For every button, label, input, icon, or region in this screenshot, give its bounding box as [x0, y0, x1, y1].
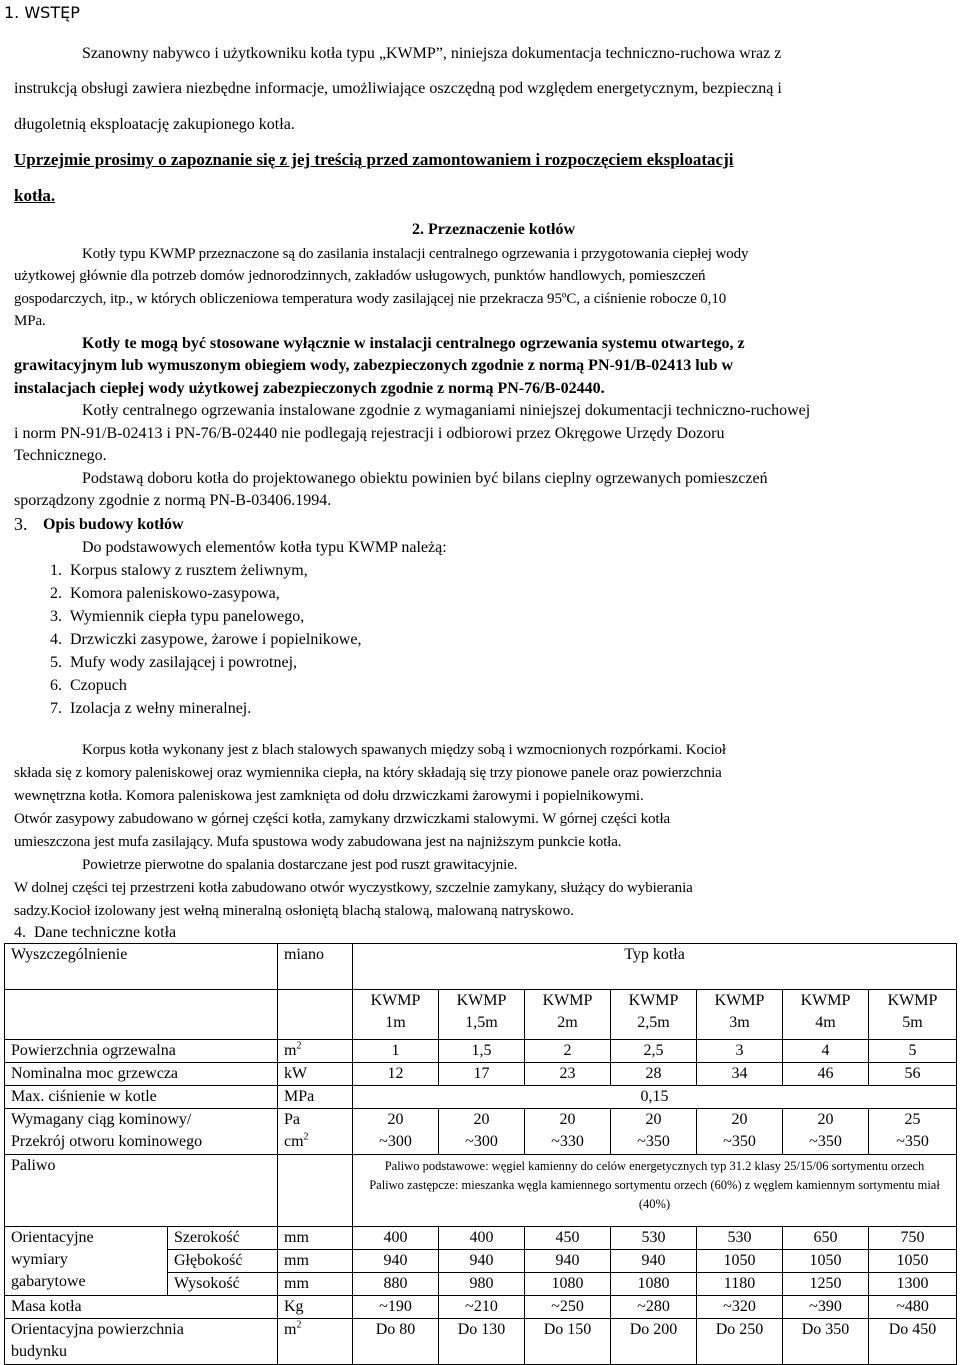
- component-item: 5. Mufy wody zasilającej i powrotnej,: [50, 654, 298, 671]
- component-item: 4. Drzwiczki zasypowe, żarowe i popielnikowe,: [50, 631, 362, 648]
- section-3-title: Opis budowy kotłów: [43, 516, 184, 533]
- construction-line: Otwór zasypowy zabudowano w górnej części kotła, zamykany drzwiczkami stalowymi. W górnej części kotła: [14, 811, 671, 827]
- construction-line: wewnętrzna kotła. Komora paleniskowa jest zamknięta od dołu drzwiczkami żarowymi i popielnikowymi.: [14, 788, 644, 804]
- model-cell: KWMP 1,5m: [439, 990, 525, 1040]
- table-row-draft: Wymagany ciąg kominowy/ Przekrój otworu kominowego Pa $cm^2$ 20 ~300 20 ~300 20 ~330 20 ~350 20 ~350 20 ~350 25 ~350: [5, 1109, 957, 1155]
- table-row-building: Orientacyjna powierzchnia budynku $m^2$ Do 80 Do 130 Do 150 Do 200 Do 250 Do 350 Do 450: [5, 1319, 957, 1365]
- model-cell: KWMP 5m: [869, 990, 957, 1040]
- construction-line: składa się z komory paleniskowej oraz wymiennika ciepła, na który składają się trzy pionowe panele oraz powierzchnia: [14, 765, 722, 781]
- section-2-heading: 2. Przeznaczenie kotłów: [412, 221, 576, 238]
- purpose-line: gospodarczych, itp., w których obliczeniowa temperatura wody zasilającej nie przekracza 95ºC, a ciśnienie robocze 0,10: [14, 291, 727, 307]
- table-row-power: Nominalna moc grzewcza kW 12 17 23 28 34 46 56: [5, 1063, 957, 1086]
- technical-data-table: [4, 943, 957, 1365]
- selection-line: sporządzony zgodnie z normą PN-B-03406.1994.: [14, 492, 332, 509]
- registration-line: Kotły centralnego ogrzewania instalowane zgodnie z wymaganiami niniejszej dokumentacji techniczno-ruchowej: [82, 402, 811, 419]
- table-row-area: Powierzchnia ogrzewalna $m^2$ 1 1,5 2 2,5 3 4 5: [5, 1040, 957, 1063]
- usage-line: Kotły te mogą być stosowane wyłącznie w instalacji centralnego ogrzewania systemu otwartego, z: [82, 335, 745, 352]
- component-item: 2. Komora paleniskowo-zasypowa,: [50, 585, 280, 602]
- dimensions-label: Orientacyjne wymiary gabarytowe: [5, 1227, 168, 1296]
- construction-line: umieszczona jest mufa zasilający. Mufa spustowa wody zabudowana jest na najniższym punkcie kotła.: [14, 834, 622, 850]
- model-cell: KWMP 2m: [525, 990, 611, 1040]
- construction-line: sadzy.Kocioł izolowany jest wełną mineralną osłoniętą blachą stalową, malowaną natryskowo.: [14, 903, 574, 919]
- emphasis-line: Uprzejmie prosimy o zapoznanie się z jej treścią przed zamontowaniem i rozpoczęciem eksploatacji: [14, 150, 734, 169]
- model-cell: KWMP 3m: [697, 990, 783, 1040]
- registration-line: i norm PN-91/B-02413 i PN-76/B-02440 nie podlegają rejestracji i odbiorowi przez Okręgowe Urzędy Dozoru: [14, 425, 725, 442]
- construction-line: Powietrze pierwotne do spalania dostarczane jest pod ruszt grawitacyjnie.: [82, 857, 518, 873]
- components-intro: Do podstawowych elementów kotła typu KWMP należą:: [82, 539, 447, 556]
- table-models-row: [5, 990, 957, 1040]
- construction-line: Korpus kotła wykonany jest z blach stalowych spawanych między sobą i wzmocnionych rozpórkami. Kocioł: [82, 742, 727, 758]
- table-header-row: [5, 944, 957, 990]
- model-cell: KWMP 4m: [783, 990, 869, 1040]
- section-4-heading: 4. Dane techniczne kotła: [14, 924, 177, 941]
- table-row-mass: Masa kotła Kg ~190 ~210 ~250 ~280 ~320 ~390 ~480: [5, 1296, 957, 1319]
- table-row-depth: Głębokość mm 940 940 940 940 1050 1050 1050: [5, 1250, 957, 1273]
- usage-line: grawitacyjnym lub wymuszonym obiegiem wody, zabezpieczonych zgodnie z normą PN-91/B-02413 lub w: [14, 357, 734, 374]
- table-row-pressure: Max. ciśnienie w kotle MPa 0,15: [5, 1086, 957, 1109]
- model-cell: KWMP 1m: [353, 990, 439, 1040]
- intro-line: instrukcją obsługi zawiera niezbędne informacje, umożliwiające oszczędną pod względem energetycznym, bezpieczną i: [14, 80, 782, 97]
- registration-line: Technicznego.: [14, 447, 107, 464]
- usage-line: instalacjach ciepłej wody użytkowej zabezpieczonych zgodnie z normą PN-76/B-02440.: [14, 380, 605, 397]
- table-row-height: Wysokość mm 880 980 1080 1080 1180 1250 1300: [5, 1273, 957, 1296]
- purpose-line: MPa.: [14, 313, 46, 329]
- purpose-line: Kotły typu KWMP przeznaczone są do zasilania instalacji centralnego ogrzewania i przygotowania ciepłej wody: [82, 246, 749, 262]
- header-specification: Wyszczególnienie: [5, 944, 278, 990]
- component-item: 6. Czopuch: [50, 677, 127, 694]
- selection-line: Podstawą doboru kotła do projektowanego obiektu powinien być bilans cieplny ogrzewanych pomieszczeń: [82, 470, 768, 487]
- section-3-number: 3.: [14, 514, 28, 534]
- emphasis-line: kotła.: [14, 186, 56, 205]
- purpose-line: użytkowej głównie dla potrzeb domów jednorodzinnych, zakładów usługowych, punktów handlowych, pomieszczeń: [14, 268, 706, 284]
- header-unit: miano: [278, 944, 353, 990]
- component-item: 3. Wymiennik ciepła typu panelowego,: [50, 608, 305, 625]
- component-item: 7. Izolacja z wełny mineralnej.: [50, 700, 252, 717]
- section-1-heading: 1. WSTĘP: [4, 3, 80, 22]
- construction-line: W dolnej części tej przestrzeni kotła zabudowano otwór wyczystkowy, szczelnie zamykany, służący do wybierania: [14, 880, 693, 896]
- model-cell: KWMP 2,5m: [611, 990, 697, 1040]
- intro-line: Szanowny nabywco i użytkowniku kotła typu „KWMP”, niniejsza dokumentacja techniczno-ruchowa wraz z: [82, 45, 782, 62]
- component-item: 1. Korpus stalowy z rusztem żeliwnym,: [50, 562, 308, 579]
- header-boiler-type: Typ kotła: [353, 944, 957, 990]
- table-row-fuel: Paliwo Paliwo podstawowe: węgiel kamienny do celów energetycznych typ 31.2 klasy 25/15/06 sortymentu orzech Paliwo zastępcze: mieszanka węgla kamiennego sortymentu orzech (60%) z węglem kamiennym sortymentu miał (40%): [5, 1155, 957, 1227]
- table-row-width: Orientacyjne wymiary gabarytowe Szerokość mm 400 400 450 530 530 650 750: [5, 1227, 957, 1250]
- intro-line: długoletnią eksploatację zakupionego kotła.: [14, 116, 295, 133]
